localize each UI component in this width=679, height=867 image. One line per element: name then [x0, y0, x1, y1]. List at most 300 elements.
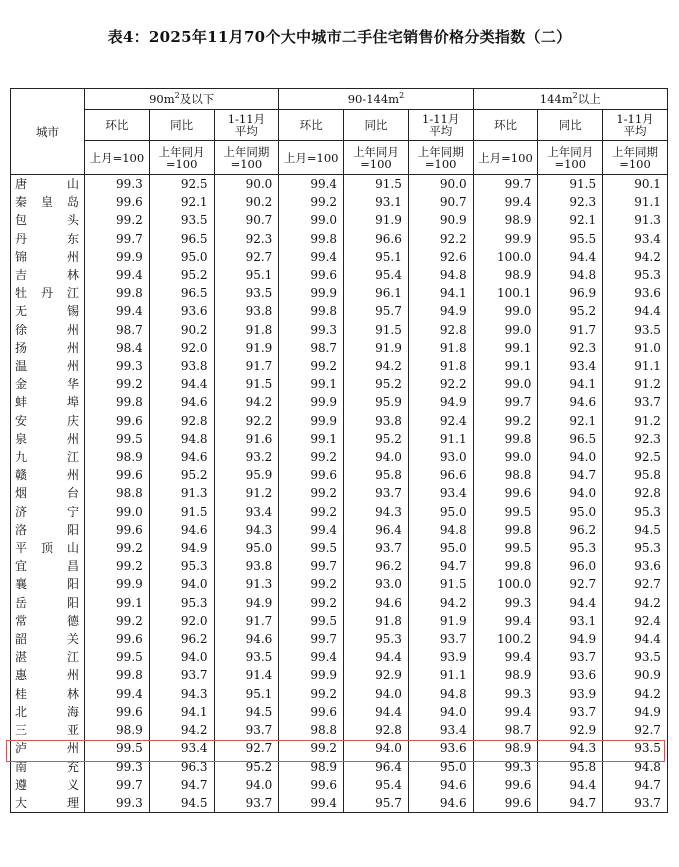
index-value: 93.0	[408, 448, 473, 466]
index-value: 91.5	[344, 175, 409, 194]
index-value: 99.2	[85, 539, 150, 557]
index-value: 94.8	[408, 685, 473, 703]
table-row	[11, 339, 668, 357]
index-value: 99.6	[279, 776, 344, 794]
city-name: 遵 义	[11, 776, 85, 794]
index-value: 91.1	[603, 193, 668, 211]
city-name: 烟 台	[11, 484, 85, 502]
city-name: 惠 州	[11, 666, 85, 684]
index-value: 99.2	[279, 448, 344, 466]
index-value: 95.2	[214, 758, 279, 776]
index-value: 94.8	[408, 521, 473, 539]
index-value: 95.2	[149, 266, 214, 284]
index-value: 99.2	[279, 575, 344, 593]
index-value: 100.2	[473, 630, 538, 648]
index-value: 90.0	[214, 175, 279, 194]
table-row	[11, 739, 668, 757]
index-value: 99.6	[279, 466, 344, 484]
index-value: 92.2	[408, 375, 473, 393]
index-value: 93.2	[214, 448, 279, 466]
table-row	[11, 575, 668, 593]
table-row	[11, 685, 668, 703]
index-value: 94.4	[538, 594, 603, 612]
index-value: 94.3	[344, 503, 409, 521]
index-value: 93.9	[538, 685, 603, 703]
index-value: 91.9	[344, 211, 409, 229]
index-value: 94.4	[344, 648, 409, 666]
index-value: 99.5	[279, 612, 344, 630]
index-value: 93.7	[538, 648, 603, 666]
city-name: 赣 州	[11, 466, 85, 484]
base-mom: 上月=100	[85, 141, 150, 175]
city-name: 平 顶 山	[11, 539, 85, 557]
index-value: 95.2	[344, 430, 409, 448]
index-value: 95.7	[344, 794, 409, 813]
index-value: 92.7	[538, 575, 603, 593]
base-avg: 上年同期 =100	[214, 141, 279, 175]
index-value: 92.8	[344, 721, 409, 739]
table-row	[11, 776, 668, 794]
index-value: 99.6	[473, 794, 538, 813]
index-value: 94.2	[344, 357, 409, 375]
table-row	[11, 521, 668, 539]
index-value: 98.7	[279, 339, 344, 357]
index-value: 91.2	[603, 412, 668, 430]
index-value: 99.8	[85, 393, 150, 411]
index-value: 99.5	[473, 503, 538, 521]
index-value: 95.3	[538, 539, 603, 557]
page-title: 表4：2025年11月70个大中城市二手住宅销售价格分类指数（二）	[107, 28, 572, 46]
table-row	[11, 211, 668, 229]
index-value: 94.4	[538, 248, 603, 266]
index-value: 91.9	[344, 339, 409, 357]
index-value: 95.3	[603, 539, 668, 557]
index-value: 94.6	[214, 630, 279, 648]
index-value: 99.5	[279, 539, 344, 557]
base-mom: 上月=100	[473, 141, 538, 175]
header-city: 城市	[11, 89, 85, 175]
index-value: 94.6	[149, 521, 214, 539]
index-value: 94.7	[603, 776, 668, 794]
index-value: 99.6	[85, 630, 150, 648]
index-value: 99.3	[85, 175, 150, 194]
index-value: 99.4	[473, 703, 538, 721]
index-value: 96.4	[344, 758, 409, 776]
index-value: 93.6	[603, 284, 668, 302]
base-avg: 上年同期 =100	[408, 141, 473, 175]
index-value: 99.2	[279, 357, 344, 375]
index-value: 99.3	[473, 594, 538, 612]
index-value: 94.6	[538, 393, 603, 411]
index-value: 99.3	[473, 685, 538, 703]
index-value: 96.4	[344, 521, 409, 539]
city-name: 徐 州	[11, 321, 85, 339]
index-value: 95.9	[344, 393, 409, 411]
index-value: 93.4	[149, 739, 214, 757]
index-value: 94.2	[149, 721, 214, 739]
index-value: 94.0	[344, 739, 409, 757]
index-value: 99.2	[279, 484, 344, 502]
index-value: 94.9	[603, 703, 668, 721]
index-value: 93.7	[149, 666, 214, 684]
index-value: 96.0	[538, 557, 603, 575]
index-value: 94.2	[603, 248, 668, 266]
city-name: 唐 山	[11, 175, 85, 194]
index-value: 93.0	[344, 575, 409, 593]
city-name: 桂 林	[11, 685, 85, 703]
index-value: 91.8	[344, 612, 409, 630]
index-value: 93.4	[408, 721, 473, 739]
index-value: 99.9	[279, 284, 344, 302]
index-value: 94.7	[538, 466, 603, 484]
index-value: 99.8	[473, 521, 538, 539]
index-value: 94.6	[408, 794, 473, 813]
index-value: 93.6	[149, 302, 214, 320]
index-value: 91.5	[538, 175, 603, 194]
index-value: 94.0	[149, 575, 214, 593]
index-value: 92.2	[214, 412, 279, 430]
city-name: 洛 阳	[11, 521, 85, 539]
index-value: 99.6	[85, 521, 150, 539]
subheader-mom: 环比	[85, 110, 150, 141]
index-value: 99.4	[85, 685, 150, 703]
index-value: 92.0	[149, 612, 214, 630]
index-value: 92.1	[538, 412, 603, 430]
index-value: 99.4	[279, 794, 344, 813]
header-group-small: $90m^2$及以下	[85, 89, 279, 110]
subheader-mom: 环比	[473, 110, 538, 141]
index-value: 99.0	[279, 211, 344, 229]
index-value: 96.5	[538, 430, 603, 448]
index-value: 94.0	[538, 484, 603, 502]
index-value: 95.8	[603, 466, 668, 484]
index-value: 91.2	[603, 375, 668, 393]
city-name: 蚌 埠	[11, 393, 85, 411]
index-value: 98.9	[473, 211, 538, 229]
index-value: 90.2	[149, 321, 214, 339]
index-value: 91.7	[538, 321, 603, 339]
base-mom: 上月=100	[279, 141, 344, 175]
index-value: 94.1	[408, 284, 473, 302]
index-value: 91.5	[344, 321, 409, 339]
index-value: 92.6	[408, 248, 473, 266]
subheader-yoy: 同比	[538, 110, 603, 141]
table-row	[11, 357, 668, 375]
index-value: 100.0	[473, 575, 538, 593]
index-value: 99.4	[279, 521, 344, 539]
index-value: 91.8	[408, 357, 473, 375]
index-value: 96.5	[149, 230, 214, 248]
index-value: 99.9	[279, 393, 344, 411]
index-value: 99.7	[279, 557, 344, 575]
index-value: 93.7	[603, 794, 668, 813]
subheader-avg: 1-11月 平均	[214, 110, 279, 141]
subheader-yoy: 同比	[149, 110, 214, 141]
index-value: 92.8	[408, 321, 473, 339]
index-value: 92.9	[344, 666, 409, 684]
index-value: 99.2	[279, 594, 344, 612]
index-value: 98.9	[473, 739, 538, 757]
index-value: 91.1	[603, 357, 668, 375]
index-value: 99.2	[279, 503, 344, 521]
index-value: 91.5	[408, 575, 473, 593]
index-value: 91.9	[408, 612, 473, 630]
index-value: 96.2	[149, 630, 214, 648]
index-value: 96.9	[538, 284, 603, 302]
index-value: 93.4	[538, 357, 603, 375]
index-value: 99.6	[279, 703, 344, 721]
index-value: 99.9	[473, 230, 538, 248]
index-value: 99.6	[85, 703, 150, 721]
index-value: 94.0	[149, 648, 214, 666]
index-value: 95.0	[408, 503, 473, 521]
index-value: 99.4	[85, 302, 150, 320]
index-value: 91.3	[149, 484, 214, 502]
index-value: 95.3	[603, 503, 668, 521]
index-value: 93.4	[603, 230, 668, 248]
table-row	[11, 430, 668, 448]
index-value: 94.3	[149, 685, 214, 703]
index-value: 99.2	[85, 375, 150, 393]
index-value: 91.1	[408, 666, 473, 684]
index-value: 94.1	[538, 375, 603, 393]
index-value: 93.6	[603, 557, 668, 575]
index-value: 95.3	[603, 266, 668, 284]
index-value: 99.6	[279, 266, 344, 284]
index-value: 99.5	[85, 739, 150, 757]
index-value: 95.3	[344, 630, 409, 648]
city-name: 锦 州	[11, 248, 85, 266]
index-value: 93.7	[538, 703, 603, 721]
index-value: 93.5	[214, 284, 279, 302]
index-value: 94.0	[408, 703, 473, 721]
table-row	[11, 703, 668, 721]
index-value: 99.2	[85, 211, 150, 229]
index-value: 96.1	[344, 284, 409, 302]
index-value: 90.9	[408, 211, 473, 229]
index-value: 99.0	[473, 321, 538, 339]
index-value: 94.4	[603, 302, 668, 320]
index-value: 99.8	[279, 302, 344, 320]
index-value: 94.4	[603, 630, 668, 648]
index-value: 99.0	[473, 302, 538, 320]
index-value: 93.5	[603, 321, 668, 339]
index-value: 95.8	[344, 466, 409, 484]
table-row	[11, 284, 668, 302]
index-value: 92.8	[149, 412, 214, 430]
index-value: 93.6	[538, 666, 603, 684]
index-value: 96.2	[344, 557, 409, 575]
table-row	[11, 721, 668, 739]
index-value: 91.2	[214, 484, 279, 502]
index-value: 93.5	[149, 211, 214, 229]
index-value: 99.2	[85, 612, 150, 630]
table-row	[11, 412, 668, 430]
index-value: 99.7	[279, 630, 344, 648]
header-group-medium: $90-144m^2$	[279, 89, 473, 110]
index-value: 94.0	[538, 448, 603, 466]
index-value: 99.0	[473, 448, 538, 466]
table-row	[11, 175, 668, 194]
city-name: 九 江	[11, 448, 85, 466]
index-value: 100.1	[473, 284, 538, 302]
table-row	[11, 393, 668, 411]
index-value: 92.5	[603, 448, 668, 466]
index-value: 95.0	[149, 248, 214, 266]
index-value: 94.7	[408, 557, 473, 575]
index-value: 91.5	[149, 503, 214, 521]
index-value: 99.5	[85, 430, 150, 448]
index-value: 94.6	[344, 594, 409, 612]
table-row	[11, 666, 668, 684]
index-value: 92.3	[538, 339, 603, 357]
index-value: 90.0	[408, 175, 473, 194]
index-value: 93.5	[214, 648, 279, 666]
table-row	[11, 503, 668, 521]
index-value: 92.1	[149, 193, 214, 211]
city-name: 安 庆	[11, 412, 85, 430]
index-value: 99.2	[279, 685, 344, 703]
index-value: 95.1	[344, 248, 409, 266]
table-row	[11, 758, 668, 776]
index-value: 92.8	[603, 484, 668, 502]
index-value: 99.4	[473, 612, 538, 630]
subheader-yoy: 同比	[344, 110, 409, 141]
table-row	[11, 648, 668, 666]
index-value: 99.8	[85, 284, 150, 302]
index-value: 93.7	[344, 484, 409, 502]
index-value: 99.7	[473, 393, 538, 411]
index-value: 91.9	[214, 339, 279, 357]
index-value: 99.0	[473, 375, 538, 393]
index-value: 94.8	[538, 266, 603, 284]
index-value: 99.9	[279, 412, 344, 430]
index-value: 99.4	[473, 648, 538, 666]
table-row	[11, 539, 668, 557]
index-value: 99.0	[85, 503, 150, 521]
index-value: 99.4	[85, 266, 150, 284]
index-value: 93.6	[408, 739, 473, 757]
index-value: 90.7	[214, 211, 279, 229]
index-value: 92.9	[538, 721, 603, 739]
index-value: 100.0	[473, 248, 538, 266]
index-value: 94.4	[149, 375, 214, 393]
index-value: 95.8	[538, 758, 603, 776]
base-yoy: 上年同月 =100	[538, 141, 603, 175]
index-value: 90.7	[408, 193, 473, 211]
index-value: 91.8	[408, 339, 473, 357]
index-value: 93.8	[344, 412, 409, 430]
index-value: 94.0	[344, 448, 409, 466]
index-value: 99.3	[85, 794, 150, 813]
index-value: 99.7	[473, 175, 538, 194]
index-value: 95.2	[149, 466, 214, 484]
index-value: 95.5	[538, 230, 603, 248]
index-value: 94.5	[214, 703, 279, 721]
index-value: 99.4	[279, 248, 344, 266]
index-value: 94.9	[408, 393, 473, 411]
table-row	[11, 248, 668, 266]
index-value: 99.6	[85, 193, 150, 211]
index-value: 93.4	[408, 484, 473, 502]
index-value: 93.9	[408, 648, 473, 666]
index-value: 91.6	[214, 430, 279, 448]
table-row	[11, 630, 668, 648]
index-value: 95.3	[149, 557, 214, 575]
table-row	[11, 448, 668, 466]
base-yoy: 上年同月 =100	[149, 141, 214, 175]
index-value: 99.3	[473, 758, 538, 776]
city-name: 金 华	[11, 375, 85, 393]
index-value: 94.6	[149, 448, 214, 466]
city-name: 泉 州	[11, 430, 85, 448]
index-value: 94.5	[149, 794, 214, 813]
index-value: 92.3	[214, 230, 279, 248]
index-value: 99.3	[279, 321, 344, 339]
index-value: 98.8	[85, 484, 150, 502]
city-name: 南 充	[11, 758, 85, 776]
city-name: 湛 江	[11, 648, 85, 666]
index-value: 92.7	[214, 739, 279, 757]
index-value: 94.9	[538, 630, 603, 648]
index-value: 99.9	[85, 575, 150, 593]
index-value: 98.8	[473, 466, 538, 484]
index-value: 99.6	[473, 484, 538, 502]
index-value: 93.8	[149, 357, 214, 375]
index-value: 93.7	[603, 393, 668, 411]
index-value: 95.1	[214, 685, 279, 703]
index-value: 99.1	[279, 430, 344, 448]
table-row	[11, 466, 668, 484]
index-value: 95.0	[538, 503, 603, 521]
index-value: 93.5	[603, 739, 668, 757]
index-value: 94.7	[149, 776, 214, 794]
index-value: 94.6	[149, 393, 214, 411]
index-value: 99.1	[473, 339, 538, 357]
header-group-large: $144m^2$以上	[473, 89, 667, 110]
index-value: 90.9	[603, 666, 668, 684]
index-value: 99.8	[85, 666, 150, 684]
index-value: 93.7	[344, 539, 409, 557]
index-value: 99.2	[85, 557, 150, 575]
table-row	[11, 266, 668, 284]
index-value: 99.9	[85, 248, 150, 266]
index-value: 95.2	[344, 375, 409, 393]
table-row	[11, 302, 668, 320]
table-row	[11, 794, 668, 813]
index-value: 95.0	[214, 539, 279, 557]
index-value: 93.7	[214, 794, 279, 813]
index-value: 94.7	[538, 794, 603, 813]
city-name: 吉 林	[11, 266, 85, 284]
index-value: 99.6	[85, 466, 150, 484]
index-value: 92.3	[603, 430, 668, 448]
index-value: 99.5	[473, 539, 538, 557]
index-value: 94.9	[149, 539, 214, 557]
table-row	[11, 612, 668, 630]
index-value: 94.2	[603, 594, 668, 612]
table-row	[11, 375, 668, 393]
index-value: 93.8	[214, 302, 279, 320]
index-value: 99.4	[279, 648, 344, 666]
index-value: 99.1	[473, 357, 538, 375]
index-value: 94.4	[344, 703, 409, 721]
index-value: 91.8	[214, 321, 279, 339]
index-value: 91.5	[214, 375, 279, 393]
index-value: 93.1	[344, 193, 409, 211]
index-value: 91.0	[603, 339, 668, 357]
index-value: 99.8	[279, 230, 344, 248]
